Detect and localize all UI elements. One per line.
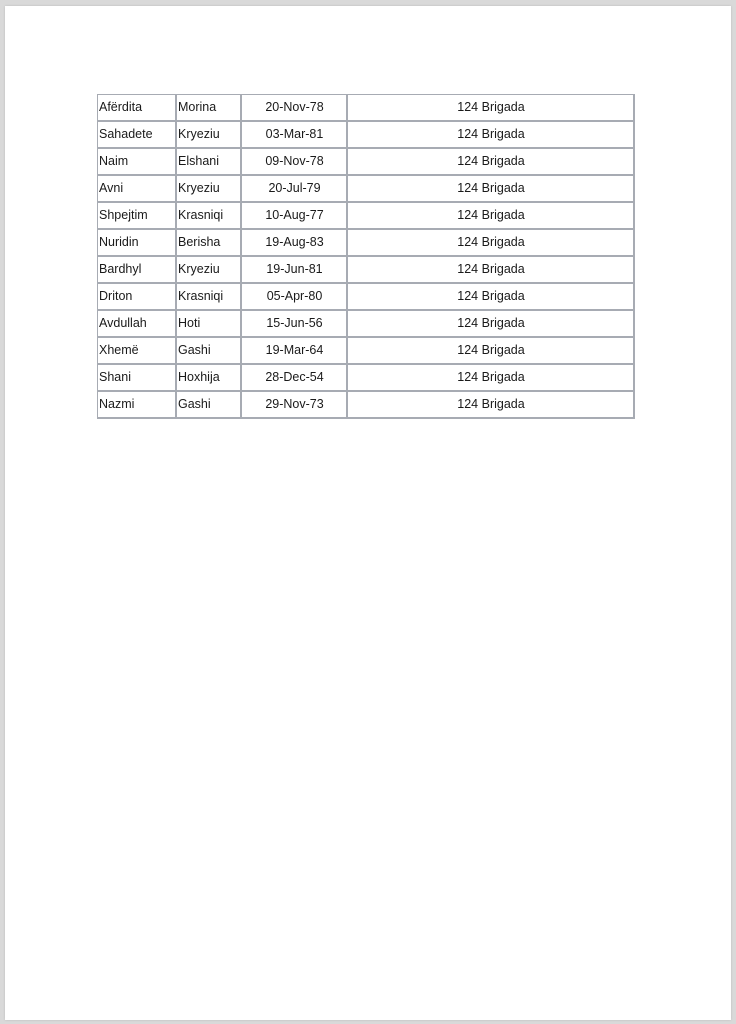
unit-cell: 124 Brigada — [348, 257, 635, 284]
unit-cell: 124 Brigada — [348, 311, 635, 338]
table-row — [98, 257, 635, 284]
last-name-cell: Krasniqi — [177, 203, 242, 230]
first-name-cell: Avni — [98, 176, 177, 203]
birth-date-cell: 15-Jun-56 — [242, 311, 348, 338]
first-name-cell: Naim — [98, 149, 177, 176]
unit-cell: 124 Brigada — [348, 392, 635, 419]
birth-date-cell: 20-Nov-78 — [242, 95, 348, 122]
last-name-cell: Kryeziu — [177, 257, 242, 284]
unit-cell: 124 Brigada — [348, 122, 635, 149]
table-row — [98, 176, 635, 203]
birth-date-cell: 19-Aug-83 — [242, 230, 348, 257]
first-name-cell: Shpejtim — [98, 203, 177, 230]
first-name-cell: Shani — [98, 365, 177, 392]
birth-date-cell: 19-Mar-64 — [242, 338, 348, 365]
birth-date-cell: 05-Apr-80 — [242, 284, 348, 311]
last-name-cell: Morina — [177, 95, 242, 122]
table-row — [98, 311, 635, 338]
last-name-cell: Elshani — [177, 149, 242, 176]
birth-date-cell: 29-Nov-73 — [242, 392, 348, 419]
last-name-cell: Berisha — [177, 230, 242, 257]
first-name-cell: Nazmi — [98, 392, 177, 419]
last-name-cell: Hoti — [177, 311, 242, 338]
first-name-cell: Xhemë — [98, 338, 177, 365]
unit-cell: 124 Brigada — [348, 95, 635, 122]
last-name-cell: Krasniqi — [177, 284, 242, 311]
birth-date-cell: 03-Mar-81 — [242, 122, 348, 149]
birth-date-cell: 20-Jul-79 — [242, 176, 348, 203]
birth-date-cell: 10-Aug-77 — [242, 203, 348, 230]
last-name-cell: Kryeziu — [177, 122, 242, 149]
unit-cell: 124 Brigada — [348, 284, 635, 311]
unit-cell: 124 Brigada — [348, 365, 635, 392]
last-name-cell: Kryeziu — [177, 176, 242, 203]
birth-date-cell: 28-Dec-54 — [242, 365, 348, 392]
table-row — [98, 365, 635, 392]
last-name-cell: Hoxhija — [177, 365, 242, 392]
table-row — [98, 392, 635, 419]
unit-cell: 124 Brigada — [348, 338, 635, 365]
table-row — [98, 338, 635, 365]
first-name-cell: Bardhyl — [98, 257, 177, 284]
table-row — [98, 95, 635, 122]
first-name-cell: Nuridin — [98, 230, 177, 257]
document-page — [5, 6, 731, 1020]
table-row — [98, 284, 635, 311]
roster-table — [97, 94, 635, 419]
table-row — [98, 149, 635, 176]
first-name-cell: Avdullah — [98, 311, 177, 338]
table-row — [98, 230, 635, 257]
birth-date-cell: 19-Jun-81 — [242, 257, 348, 284]
unit-cell: 124 Brigada — [348, 203, 635, 230]
first-name-cell: Driton — [98, 284, 177, 311]
last-name-cell: Gashi — [177, 392, 242, 419]
first-name-cell: Afërdita — [98, 95, 177, 122]
table-row — [98, 203, 635, 230]
unit-cell: 124 Brigada — [348, 149, 635, 176]
unit-cell: 124 Brigada — [348, 230, 635, 257]
birth-date-cell: 09-Nov-78 — [242, 149, 348, 176]
unit-cell: 124 Brigada — [348, 176, 635, 203]
table-row — [98, 122, 635, 149]
last-name-cell: Gashi — [177, 338, 242, 365]
first-name-cell: Sahadete — [98, 122, 177, 149]
